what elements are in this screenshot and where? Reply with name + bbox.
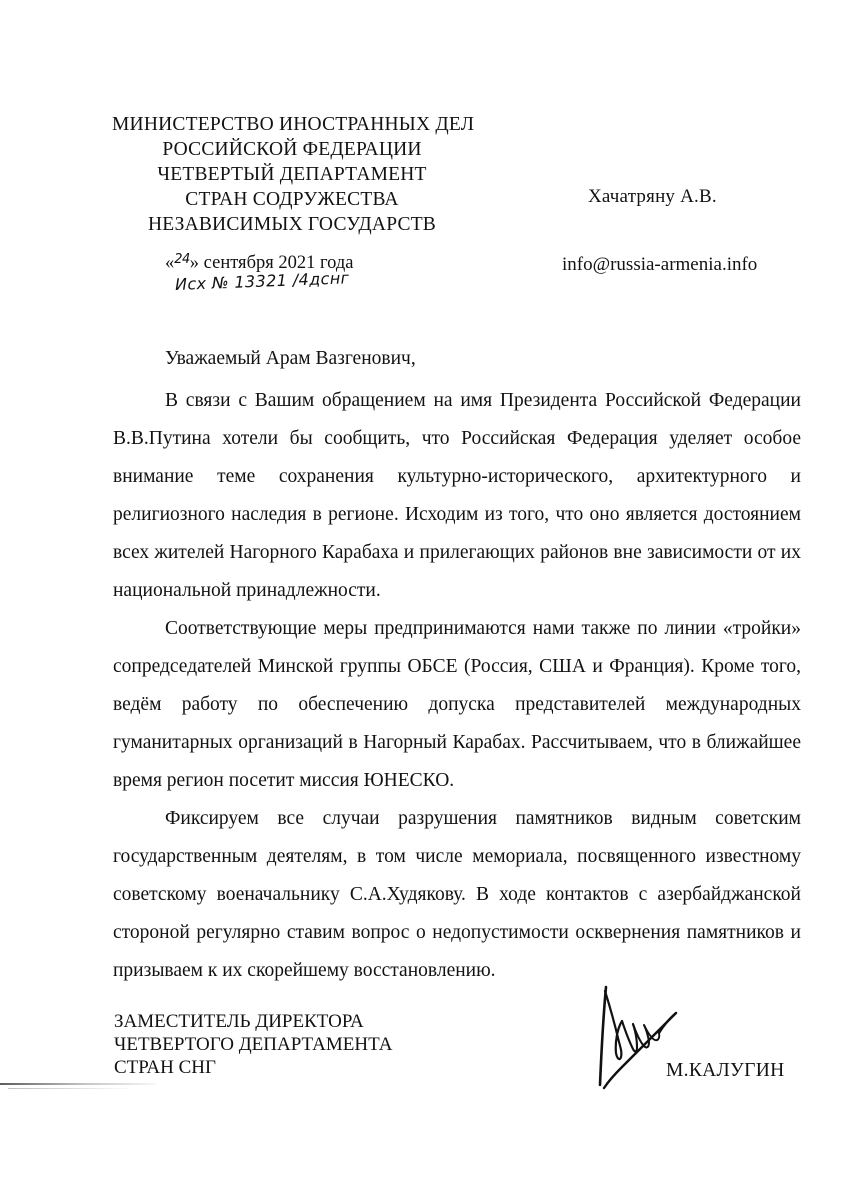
letterhead-line-3: ЧЕТВЕРТЫЙ ДЕПАРТАМЕНТ (157, 164, 427, 185)
date-rest: сентября 2021 года (199, 253, 354, 273)
letterhead-line-1: МИНИСТЕРСТВО ИНОСТРАННЫХ ДЕЛ (112, 114, 475, 135)
letterhead (112, 112, 475, 237)
letter-body (113, 340, 801, 990)
letterhead-line-5: НЕЗАВИСИМЫХ ГОСУДАРСТВ (147, 214, 437, 235)
addressee-name: Хачатряну А.В. (588, 186, 717, 207)
signer-title-line-3: СТРАН СНГ (114, 1057, 216, 1078)
signer-name: М.КАЛУГИН (666, 1060, 785, 1081)
signer-title (114, 1010, 393, 1079)
letterhead-line-4: СТРАН СОДРУЖЕСТВА (185, 189, 399, 210)
scan-artifact-line (0, 1083, 156, 1085)
quote-open: « (165, 253, 175, 273)
date-block (165, 253, 353, 296)
handwritten-day: 24 (174, 252, 190, 267)
body-paragraph-2: Соответствующие меры предпринимаются нами также по линии «тройки» сопредседателей Минской группы ОБСЕ (Россия, США и Франция). Кроме того, ведём работу по обеспечению допуска представителей международных гуманитарных организаций в Нагорный Карабах. Рассчитываем, что в ближайшее время регион посетит миссия ЮНЕСКО. (113, 618, 801, 791)
quote-close: » (189, 253, 200, 273)
body-paragraph-3: Фиксируем все случаи разрушения памятников видным советским государственным деятелям, в том числе мемориала, посвященного известному советскому военачальнику С.А.Худякову. В ходе контактов с азербайджанской стороной регулярно ставим вопрос о недопустимости осквернения памятников и призываем к их скорейшему восстановлению. (113, 808, 801, 981)
body-paragraph-1: В связи с Вашим обращением на имя Президента Российской Федерации В.В.Путина хотели бы сообщить, что Российская Федерация уделяет особое внимание теме сохранения культурно-исторического, архитектурного и религиозного наследия в регионе. Исходим из того, что оно является достоянием всех жителей Нагорного Карабаха и прилегающих районов вне зависимости от их национальной принадлежности. (113, 390, 801, 601)
scan-artifact-line-secondary (8, 1088, 128, 1089)
addressee-email: info@russia-armenia.info (562, 254, 758, 275)
signer-title-line-2: ЧЕТВЕРТОГО ДЕПАРТАМЕНТА (114, 1034, 393, 1055)
letterhead-line-2: РОССИЙСКОЙ ФЕДЕРАЦИИ (162, 139, 422, 160)
outgoing-number-handwritten: Исх № 13321 /4дснг (174, 268, 350, 294)
salutation: Уважаемый Арам Вазгенович, (165, 348, 416, 369)
signer-title-line-1: ЗАМЕСТИТЕЛЬ ДИРЕКТОРА (114, 1011, 364, 1032)
